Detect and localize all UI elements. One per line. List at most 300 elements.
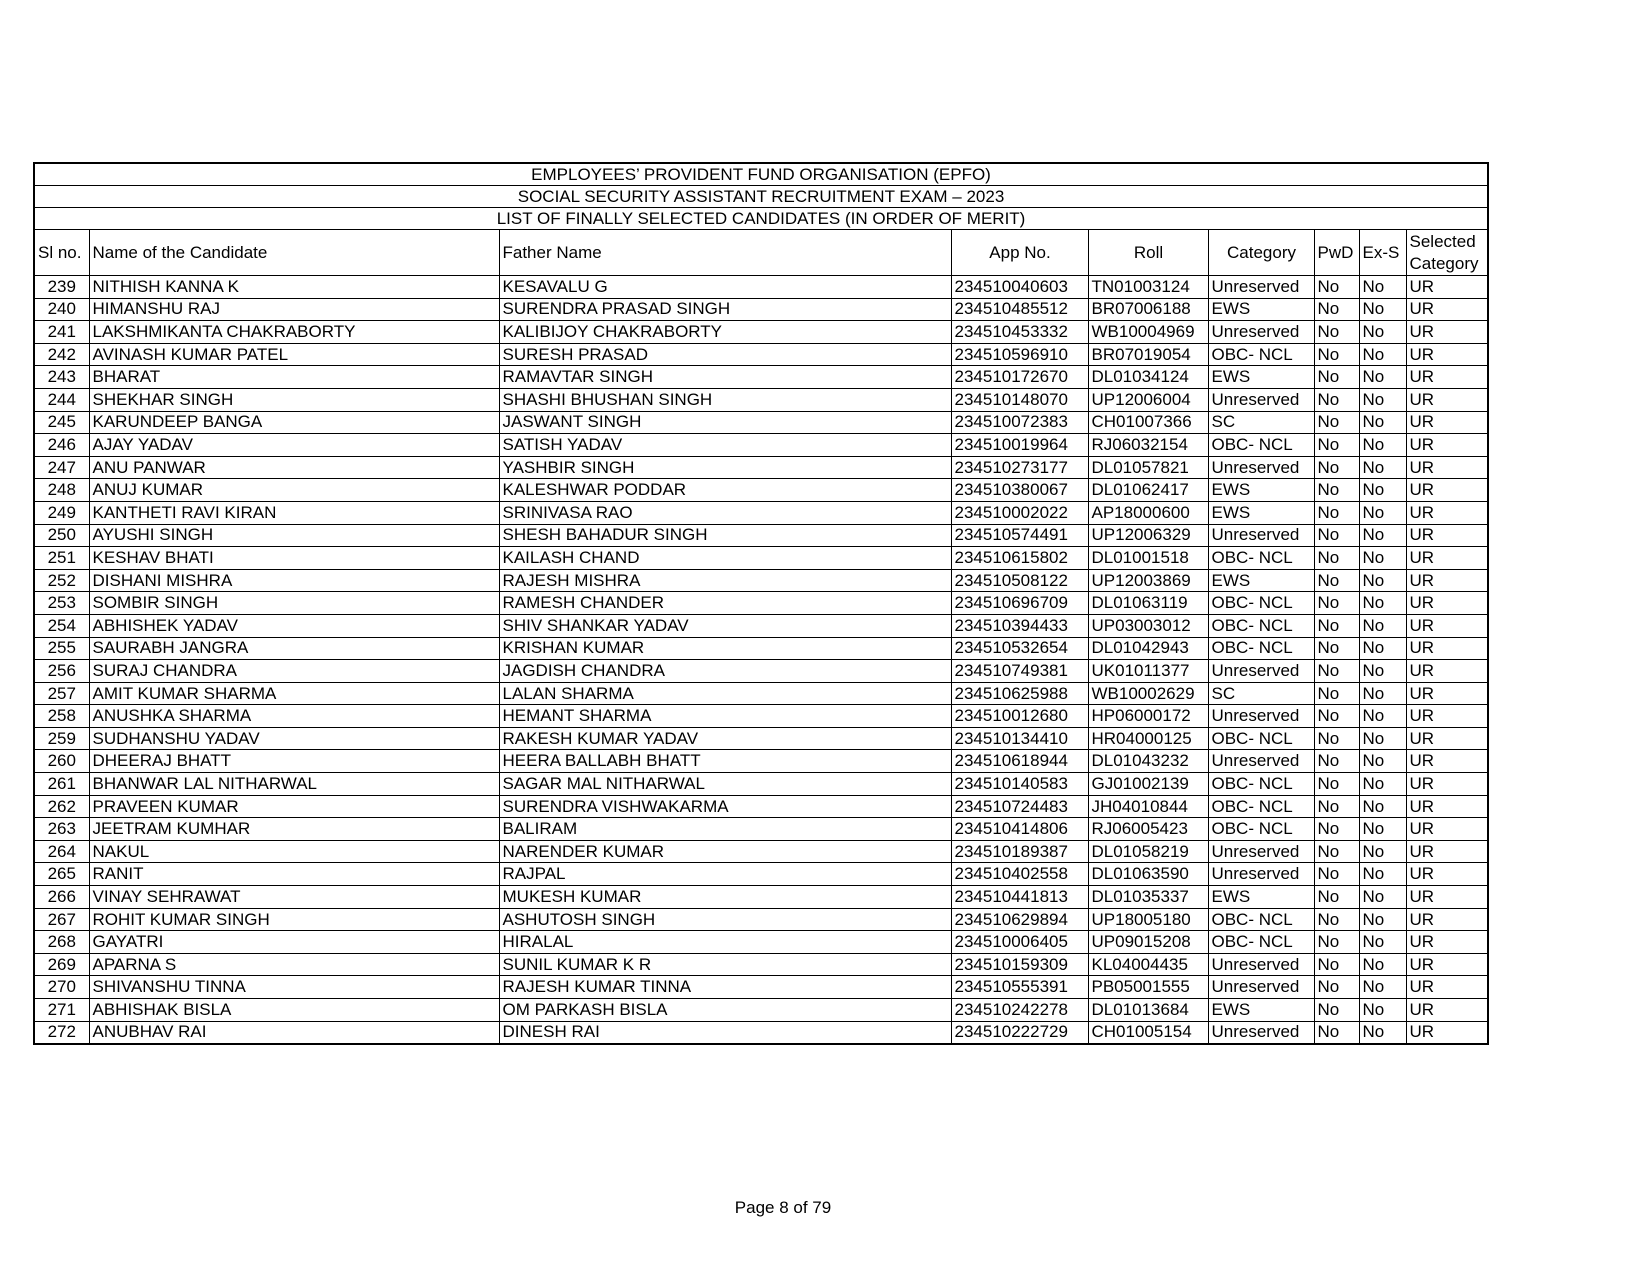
cell-pwd: No [1314, 411, 1359, 434]
cell-category: Unreserved [1208, 705, 1314, 728]
cell-pwd: No [1314, 727, 1359, 750]
cell-pwd: No [1314, 637, 1359, 660]
table-row [34, 321, 1488, 344]
cell-father-name: RAKESH KUMAR YADAV [499, 727, 951, 750]
cell-roll: DL01042943 [1088, 637, 1208, 660]
cell-pwd: No [1314, 773, 1359, 796]
cell-father-name: HEMANT SHARMA [499, 705, 951, 728]
cell-sl-no: 250 [34, 524, 89, 547]
cell-pwd: No [1314, 908, 1359, 931]
cell-pwd: No [1314, 479, 1359, 502]
cell-pwd: No [1314, 795, 1359, 818]
cell-category: EWS [1208, 298, 1314, 321]
cell-app-no: 234510140583 [951, 773, 1088, 796]
cell-candidate-name: SAURABH JANGRA [89, 637, 499, 660]
cell-category: OBC- NCL [1208, 931, 1314, 954]
table-row [34, 366, 1488, 389]
cell-category: Unreserved [1208, 840, 1314, 863]
table-row [34, 456, 1488, 479]
cell-sl-no: 241 [34, 321, 89, 344]
cell-roll: DL01063119 [1088, 592, 1208, 615]
cell-pwd: No [1314, 456, 1359, 479]
cell-candidate-name: AYUSHI SINGH [89, 524, 499, 547]
cell-father-name: SAGAR MAL NITHARWAL [499, 773, 951, 796]
cell-ex-s: No [1359, 953, 1406, 976]
cell-selected-category: UR [1406, 343, 1488, 366]
table-row [34, 795, 1488, 818]
cell-sl-no: 247 [34, 456, 89, 479]
cell-father-name: SURENDRA PRASAD SINGH [499, 298, 951, 321]
cell-category: OBC- NCL [1208, 614, 1314, 637]
cell-selected-category: UR [1406, 818, 1488, 841]
cell-roll: BR07006188 [1088, 298, 1208, 321]
cell-ex-s: No [1359, 795, 1406, 818]
cell-app-no: 234510441813 [951, 886, 1088, 909]
table-row [34, 343, 1488, 366]
cell-ex-s: No [1359, 479, 1406, 502]
cell-father-name: ASHUTOSH SINGH [499, 908, 951, 931]
cell-pwd: No [1314, 863, 1359, 886]
cell-category: OBC- NCL [1208, 795, 1314, 818]
cell-app-no: 234510615802 [951, 547, 1088, 570]
cell-ex-s: No [1359, 727, 1406, 750]
cell-ex-s: No [1359, 366, 1406, 389]
cell-selected-category: UR [1406, 569, 1488, 592]
cell-app-no: 234510696709 [951, 592, 1088, 615]
cell-sl-no: 267 [34, 908, 89, 931]
table-row [34, 999, 1488, 1022]
cell-app-no: 234510618944 [951, 750, 1088, 773]
cell-pwd: No [1314, 682, 1359, 705]
cell-app-no: 234510072383 [951, 411, 1088, 434]
cell-sl-no: 259 [34, 727, 89, 750]
cell-candidate-name: NITHISH KANNA K [89, 276, 499, 299]
cell-selected-category: UR [1406, 524, 1488, 547]
table-row [34, 818, 1488, 841]
cell-ex-s: No [1359, 931, 1406, 954]
cell-selected-category: UR [1406, 750, 1488, 773]
table-row [34, 479, 1488, 502]
table-row [34, 863, 1488, 886]
cell-sl-no: 239 [34, 276, 89, 299]
cell-ex-s: No [1359, 547, 1406, 570]
cell-father-name: SURENDRA VISHWAKARMA [499, 795, 951, 818]
cell-father-name: KRISHAN KUMAR [499, 637, 951, 660]
table-row [34, 931, 1488, 954]
title-row-list [34, 208, 1488, 230]
table-row [34, 886, 1488, 909]
cell-app-no: 234510402558 [951, 863, 1088, 886]
cell-roll: DL01013684 [1088, 999, 1208, 1022]
cell-roll: WB10002629 [1088, 682, 1208, 705]
cell-roll: UP18005180 [1088, 908, 1208, 931]
col-header-father-name: Father Name [499, 230, 951, 276]
cell-selected-category: UR [1406, 976, 1488, 999]
cell-pwd: No [1314, 953, 1359, 976]
cell-sl-no: 271 [34, 999, 89, 1022]
cell-pwd: No [1314, 750, 1359, 773]
cell-category: SC [1208, 682, 1314, 705]
cell-app-no: 234510148070 [951, 388, 1088, 411]
cell-sl-no: 244 [34, 388, 89, 411]
cell-sl-no: 248 [34, 479, 89, 502]
cell-candidate-name: APARNA S [89, 953, 499, 976]
cell-roll: DL01034124 [1088, 366, 1208, 389]
cell-ex-s: No [1359, 456, 1406, 479]
cell-father-name: KESAVALU G [499, 276, 951, 299]
cell-app-no: 234510414806 [951, 818, 1088, 841]
cell-selected-category: UR [1406, 931, 1488, 954]
cell-candidate-name: DHEERAJ BHATT [89, 750, 499, 773]
cell-ex-s: No [1359, 976, 1406, 999]
cell-sl-no: 254 [34, 614, 89, 637]
cell-sl-no: 270 [34, 976, 89, 999]
cell-father-name: KALIBIJOY CHAKRABORTY [499, 321, 951, 344]
table-row [34, 276, 1488, 299]
table-row [34, 682, 1488, 705]
cell-father-name: HIRALAL [499, 931, 951, 954]
col-header-roll: Roll [1088, 230, 1208, 276]
cell-pwd: No [1314, 547, 1359, 570]
cell-app-no: 234510189387 [951, 840, 1088, 863]
cell-category: OBC- NCL [1208, 637, 1314, 660]
table-row [34, 388, 1488, 411]
cell-father-name: RAMAVTAR SINGH [499, 366, 951, 389]
cell-father-name: RAJESH KUMAR TINNA [499, 976, 951, 999]
table-row [34, 569, 1488, 592]
cell-category: OBC- NCL [1208, 773, 1314, 796]
cell-ex-s: No [1359, 1021, 1406, 1044]
cell-father-name: JASWANT SINGH [499, 411, 951, 434]
cell-father-name: YASHBIR SINGH [499, 456, 951, 479]
cell-category: OBC- NCL [1208, 547, 1314, 570]
cell-category: Unreserved [1208, 1021, 1314, 1044]
cell-candidate-name: ANUJ KUMAR [89, 479, 499, 502]
cell-pwd: No [1314, 276, 1359, 299]
cell-sl-no: 262 [34, 795, 89, 818]
cell-ex-s: No [1359, 592, 1406, 615]
cell-pwd: No [1314, 434, 1359, 457]
cell-app-no: 234510172670 [951, 366, 1088, 389]
cell-ex-s: No [1359, 660, 1406, 683]
cell-pwd: No [1314, 886, 1359, 909]
cell-roll: DL01063590 [1088, 863, 1208, 886]
cell-roll: RJ06005423 [1088, 818, 1208, 841]
cell-selected-category: UR [1406, 547, 1488, 570]
cell-sl-no: 245 [34, 411, 89, 434]
cell-pwd: No [1314, 1021, 1359, 1044]
list-title: LIST OF FINALLY SELECTED CANDIDATES (IN ORDER OF MERIT) [34, 208, 1488, 230]
cell-pwd: No [1314, 298, 1359, 321]
cell-roll: DL01058219 [1088, 840, 1208, 863]
cell-roll: DL01035337 [1088, 886, 1208, 909]
cell-category: EWS [1208, 569, 1314, 592]
cell-app-no: 234510629894 [951, 908, 1088, 931]
cell-category: Unreserved [1208, 660, 1314, 683]
cell-app-no: 234510532654 [951, 637, 1088, 660]
cell-father-name: MUKESH KUMAR [499, 886, 951, 909]
cell-selected-category: UR [1406, 727, 1488, 750]
cell-roll: CH01007366 [1088, 411, 1208, 434]
cell-app-no: 234510006405 [951, 931, 1088, 954]
cell-sl-no: 243 [34, 366, 89, 389]
cell-category: Unreserved [1208, 976, 1314, 999]
cell-sl-no: 252 [34, 569, 89, 592]
cell-selected-category: UR [1406, 592, 1488, 615]
cell-roll: UP12003869 [1088, 569, 1208, 592]
table-row [34, 773, 1488, 796]
results-table-body [34, 276, 1488, 1044]
cell-candidate-name: HIMANSHU RAJ [89, 298, 499, 321]
table-row [34, 637, 1488, 660]
cell-app-no: 234510012680 [951, 705, 1088, 728]
cell-candidate-name: NAKUL [89, 840, 499, 863]
cell-candidate-name: SUDHANSHU YADAV [89, 727, 499, 750]
table-row [34, 908, 1488, 931]
cell-app-no: 234510508122 [951, 569, 1088, 592]
cell-app-no: 234510485512 [951, 298, 1088, 321]
table-row [34, 705, 1488, 728]
cell-ex-s: No [1359, 524, 1406, 547]
cell-app-no: 234510724483 [951, 795, 1088, 818]
cell-father-name: SATISH YADAV [499, 434, 951, 457]
cell-father-name: NARENDER KUMAR [499, 840, 951, 863]
cell-ex-s: No [1359, 411, 1406, 434]
cell-app-no: 234510574491 [951, 524, 1088, 547]
cell-ex-s: No [1359, 434, 1406, 457]
col-header-category: Category [1208, 230, 1314, 276]
col-header-pwd: PwD [1314, 230, 1359, 276]
cell-sl-no: 249 [34, 501, 89, 524]
cell-ex-s: No [1359, 818, 1406, 841]
cell-pwd: No [1314, 321, 1359, 344]
cell-father-name: SHESH BAHADUR SINGH [499, 524, 951, 547]
cell-selected-category: UR [1406, 388, 1488, 411]
cell-ex-s: No [1359, 863, 1406, 886]
cell-candidate-name: ROHIT KUMAR SINGH [89, 908, 499, 931]
cell-selected-category: UR [1406, 682, 1488, 705]
cell-sl-no: 272 [34, 1021, 89, 1044]
cell-pwd: No [1314, 614, 1359, 637]
cell-ex-s: No [1359, 343, 1406, 366]
cell-roll: WB10004969 [1088, 321, 1208, 344]
page-number-footer: Page 8 of 79 [734, 1198, 832, 1217]
cell-selected-category: UR [1406, 795, 1488, 818]
cell-father-name: SHASHI BHUSHAN SINGH [499, 388, 951, 411]
cell-candidate-name: ABHISHEK YADAV [89, 614, 499, 637]
cell-candidate-name: SURAJ CHANDRA [89, 660, 499, 683]
table-row [34, 976, 1488, 999]
cell-candidate-name: KESHAV BHATI [89, 547, 499, 570]
cell-candidate-name: ANU PANWAR [89, 456, 499, 479]
cell-sl-no: 268 [34, 931, 89, 954]
cell-category: OBC- NCL [1208, 727, 1314, 750]
cell-category: Unreserved [1208, 750, 1314, 773]
cell-roll: UP12006329 [1088, 524, 1208, 547]
cell-pwd: No [1314, 343, 1359, 366]
cell-father-name: DINESH RAI [499, 1021, 951, 1044]
cell-candidate-name: VINAY SEHRAWAT [89, 886, 499, 909]
cell-roll: DL01001518 [1088, 547, 1208, 570]
cell-roll: CH01005154 [1088, 1021, 1208, 1044]
cell-category: OBC- NCL [1208, 818, 1314, 841]
cell-category: SC [1208, 411, 1314, 434]
cell-pwd: No [1314, 931, 1359, 954]
col-header-sl-no: Sl no. [34, 230, 89, 276]
cell-app-no: 234510002022 [951, 501, 1088, 524]
cell-father-name: JAGDISH CHANDRA [499, 660, 951, 683]
cell-selected-category: UR [1406, 298, 1488, 321]
cell-category: EWS [1208, 479, 1314, 502]
cell-pwd: No [1314, 999, 1359, 1022]
cell-category: EWS [1208, 999, 1314, 1022]
cell-roll: DL01062417 [1088, 479, 1208, 502]
cell-app-no: 234510159309 [951, 953, 1088, 976]
cell-ex-s: No [1359, 321, 1406, 344]
cell-roll: PB05001555 [1088, 976, 1208, 999]
cell-candidate-name: SHIVANSHU TINNA [89, 976, 499, 999]
col-header-ex-s: Ex-S [1359, 230, 1406, 276]
cell-sl-no: 261 [34, 773, 89, 796]
cell-roll: TN01003124 [1088, 276, 1208, 299]
cell-ex-s: No [1359, 298, 1406, 321]
cell-ex-s: No [1359, 388, 1406, 411]
cell-father-name: RAJPAL [499, 863, 951, 886]
table-row [34, 660, 1488, 683]
cell-candidate-name: SOMBIR SINGH [89, 592, 499, 615]
cell-ex-s: No [1359, 682, 1406, 705]
cell-pwd: No [1314, 366, 1359, 389]
cell-category: OBC- NCL [1208, 434, 1314, 457]
cell-roll: RJ06032154 [1088, 434, 1208, 457]
cell-app-no: 234510019964 [951, 434, 1088, 457]
cell-ex-s: No [1359, 773, 1406, 796]
cell-selected-category: UR [1406, 886, 1488, 909]
cell-candidate-name: ANUSHKA SHARMA [89, 705, 499, 728]
cell-selected-category: UR [1406, 660, 1488, 683]
cell-category: Unreserved [1208, 388, 1314, 411]
cell-pwd: No [1314, 592, 1359, 615]
cell-category: Unreserved [1208, 953, 1314, 976]
cell-father-name: SUNIL KUMAR K R [499, 953, 951, 976]
cell-app-no: 234510394433 [951, 614, 1088, 637]
cell-selected-category: UR [1406, 637, 1488, 660]
cell-selected-category: UR [1406, 863, 1488, 886]
cell-sl-no: 263 [34, 818, 89, 841]
cell-category: OBC- NCL [1208, 908, 1314, 931]
cell-roll: KL04004435 [1088, 953, 1208, 976]
cell-ex-s: No [1359, 999, 1406, 1022]
cell-candidate-name: AVINASH KUMAR PATEL [89, 343, 499, 366]
cell-pwd: No [1314, 501, 1359, 524]
cell-sl-no: 269 [34, 953, 89, 976]
cell-selected-category: UR [1406, 366, 1488, 389]
cell-app-no: 234510625988 [951, 682, 1088, 705]
title-row-organisation [34, 163, 1488, 186]
cell-father-name: HEERA BALLABH BHATT [499, 750, 951, 773]
cell-selected-category: UR [1406, 908, 1488, 931]
cell-sl-no: 266 [34, 886, 89, 909]
table-row [34, 547, 1488, 570]
cell-father-name: RAJESH MISHRA [499, 569, 951, 592]
cell-selected-category: UR [1406, 705, 1488, 728]
cell-father-name: SRINIVASA RAO [499, 501, 951, 524]
cell-candidate-name: DISHANI MISHRA [89, 569, 499, 592]
cell-roll: UP12006004 [1088, 388, 1208, 411]
cell-roll: UK01011377 [1088, 660, 1208, 683]
cell-candidate-name: AJAY YADAV [89, 434, 499, 457]
table-row [34, 750, 1488, 773]
cell-ex-s: No [1359, 705, 1406, 728]
cell-sl-no: 258 [34, 705, 89, 728]
cell-candidate-name: BHARAT [89, 366, 499, 389]
cell-father-name: KALESHWAR PODDAR [499, 479, 951, 502]
col-header-candidate-name: Name of the Candidate [89, 230, 499, 276]
cell-ex-s: No [1359, 908, 1406, 931]
table-row [34, 840, 1488, 863]
cell-roll: AP18000600 [1088, 501, 1208, 524]
cell-category: EWS [1208, 501, 1314, 524]
cell-category: EWS [1208, 366, 1314, 389]
cell-selected-category: UR [1406, 953, 1488, 976]
table-row [34, 953, 1488, 976]
cell-selected-category: UR [1406, 614, 1488, 637]
cell-app-no: 234510453332 [951, 321, 1088, 344]
cell-selected-category: UR [1406, 411, 1488, 434]
cell-sl-no: 251 [34, 547, 89, 570]
table-row [34, 1021, 1488, 1044]
cell-pwd: No [1314, 660, 1359, 683]
cell-ex-s: No [1359, 614, 1406, 637]
cell-pwd: No [1314, 524, 1359, 547]
cell-selected-category: UR [1406, 456, 1488, 479]
cell-pwd: No [1314, 705, 1359, 728]
cell-category: EWS [1208, 886, 1314, 909]
cell-category: Unreserved [1208, 456, 1314, 479]
cell-candidate-name: PRAVEEN KUMAR [89, 795, 499, 818]
title-row-exam [34, 186, 1488, 208]
cell-category: Unreserved [1208, 863, 1314, 886]
table-row [34, 501, 1488, 524]
cell-ex-s: No [1359, 569, 1406, 592]
cell-ex-s: No [1359, 886, 1406, 909]
cell-sl-no: 255 [34, 637, 89, 660]
cell-app-no: 234510380067 [951, 479, 1088, 502]
cell-sl-no: 246 [34, 434, 89, 457]
cell-sl-no: 264 [34, 840, 89, 863]
selected-candidates-table [33, 162, 1489, 1045]
column-header-row [34, 230, 1488, 276]
cell-sl-no: 257 [34, 682, 89, 705]
cell-ex-s: No [1359, 637, 1406, 660]
cell-app-no: 234510134410 [951, 727, 1088, 750]
table-row [34, 411, 1488, 434]
cell-sl-no: 240 [34, 298, 89, 321]
cell-selected-category: UR [1406, 479, 1488, 502]
cell-app-no: 234510273177 [951, 456, 1088, 479]
cell-selected-category: UR [1406, 276, 1488, 299]
cell-selected-category: UR [1406, 501, 1488, 524]
cell-father-name: SHIV SHANKAR YADAV [499, 614, 951, 637]
cell-candidate-name: ABHISHAK BISLA [89, 999, 499, 1022]
cell-roll: UP09015208 [1088, 931, 1208, 954]
table-row [34, 434, 1488, 457]
cell-father-name: KAILASH CHAND [499, 547, 951, 570]
cell-candidate-name: JEETRAM KUMHAR [89, 818, 499, 841]
cell-candidate-name: ANUBHAV RAI [89, 1021, 499, 1044]
cell-app-no: 234510222729 [951, 1021, 1088, 1044]
cell-pwd: No [1314, 976, 1359, 999]
